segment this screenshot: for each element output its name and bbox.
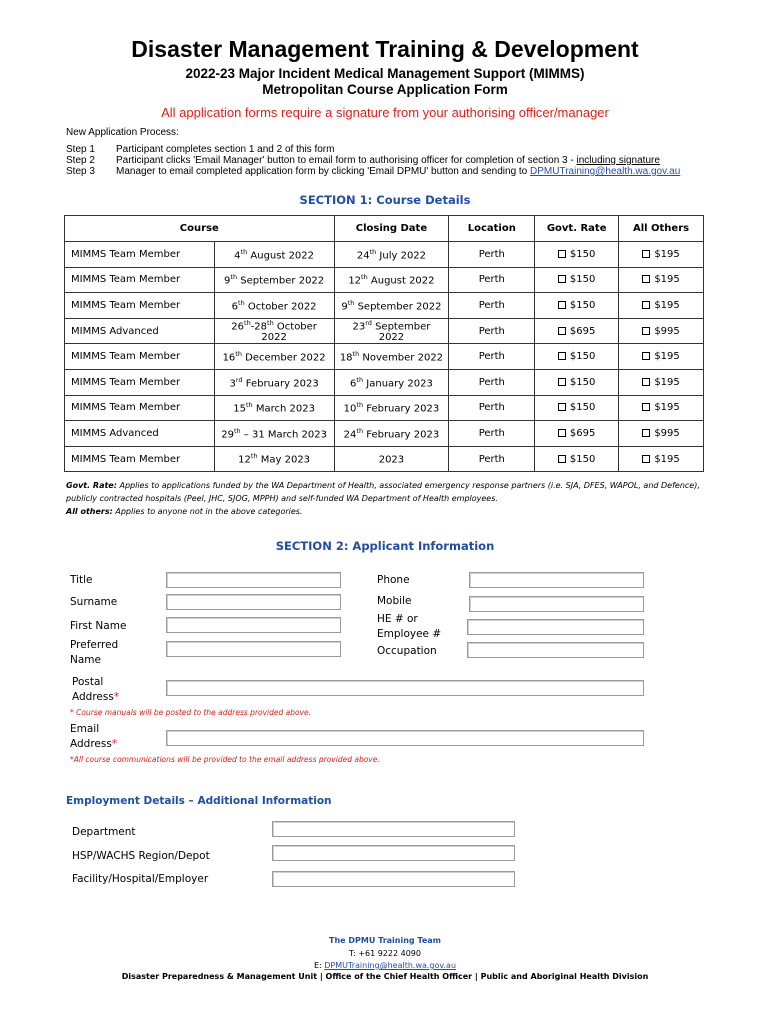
employee-number-label [377,612,441,642]
govt-rate-cell [535,395,619,421]
closing-date-suffix: th [356,401,364,410]
course-name: MIMMS Team Member [65,369,215,395]
closing-date [334,395,449,421]
closing-date-rest: September 2022 [371,321,431,344]
closing-date-day: 12 [348,275,362,287]
preferred-name-label-line1: Preferred [70,639,119,651]
all-others-price: $195 [654,402,680,414]
course-name: MIMMS Team Member [65,267,215,293]
govt-rate-cell [535,446,619,472]
all-others-checkbox[interactable] [642,250,650,258]
govt-rate-checkbox[interactable] [558,327,566,335]
department-field[interactable] [272,821,515,837]
course-dates [214,446,334,472]
closing-date-rest: February 2023 [363,403,440,415]
course-date-suffix: th [244,318,251,327]
closing-date [334,369,449,395]
closing-date-suffix: th [361,273,368,282]
govt-rate-checkbox[interactable] [558,429,566,437]
course-dates [214,344,334,370]
course-dates [214,369,334,395]
all-others-checkbox[interactable] [642,327,650,335]
preferred-name-field[interactable] [166,641,341,657]
preferred-name-label [70,638,118,668]
govt-rate-cell [535,344,619,370]
step-number: Step 1 [66,144,95,155]
govt-rate-price: $150 [569,274,596,286]
process-step-2 [66,155,766,166]
course-name: MIMMS Team Member [65,395,215,421]
closing-date-suffix: th [369,247,377,256]
location: Perth [449,369,535,395]
postal-address-label [72,675,119,705]
course-name: MIMMS Team Member [65,242,215,268]
table-row [65,242,704,268]
all-others-cell [619,267,704,293]
course-date-day: 6 [231,301,239,313]
employee-number-label-line1: HE # or [377,613,418,625]
first-name-field[interactable] [166,617,341,633]
table-row [65,421,704,447]
govt-rate-price: $695 [569,325,596,337]
facility-label: Facility/Hospital/Employer [72,873,209,885]
footer-team: The DPMU Training Team [329,936,441,945]
all-others-cell [619,395,704,421]
closing-date-day: 10 [343,403,357,415]
closing-date [334,267,449,293]
step-number: Step 2 [66,155,95,166]
employee-number-label-line2: Employee # [377,628,442,640]
process-step-1 [66,144,766,155]
govt-rate-price: $150 [569,453,596,465]
all-others-note-text: Applies to anyone not in the above categories. [112,507,303,516]
occupation-field[interactable] [467,642,644,658]
step-text: Participant clicks 'Email Manager' button to email form to authorising officer for completion of section 3 - [116,155,577,166]
section2-heading: SECTION 2: Applicant Information [275,539,495,553]
all-others-price: $195 [654,453,680,465]
closing-date-suffix: th [356,375,364,384]
govt-rate-checkbox[interactable] [558,301,566,309]
region-label: HSP/WACHS Region/Depot [72,850,210,862]
course-name: MIMMS Team Member [65,446,215,472]
postal-address-field[interactable] [166,680,644,696]
course-date-day: 26 [231,321,245,333]
all-others-cell [619,318,704,344]
all-others-checkbox[interactable] [642,429,650,437]
step-number: Step 3 [66,166,95,177]
step-text: Participant completes section 1 and 2 of this form [116,144,335,155]
course-dates [214,293,334,319]
closing-date-day: 9 [341,301,348,313]
course-date-suffix: th [233,426,241,435]
closing-date-suffix: th [352,350,360,358]
closing-date-suffix: rd [365,318,372,327]
required-marker: * [113,691,120,703]
course-date-day: 4 [234,249,241,261]
closing-date-rest: 2023 [378,454,405,466]
table-header-row [65,216,704,242]
course-date-suffix: th [245,401,253,410]
closing-date [334,242,449,268]
govt-rate-price: $150 [569,351,596,363]
all-others-cell [619,421,704,447]
process-label: New Application Process: [66,127,179,138]
col-closing-date: Closing Date [334,216,449,242]
email-address-hint: *All course communications will be provided to the email address provided above. [70,755,380,764]
all-others-price: $195 [654,248,680,260]
email-address-label-text: Address [70,738,112,750]
course-date-rest: December 2022 [241,352,326,364]
all-others-price: $195 [654,376,680,388]
govt-rate-cell [535,318,619,344]
mobile-field[interactable] [469,596,644,612]
table-row [65,395,704,421]
postal-address-label-line2 [72,690,119,705]
occupation-label: Occupation [377,645,437,657]
all-others-checkbox[interactable] [642,275,650,283]
col-location: Location [449,216,535,242]
closing-date-day: 24 [343,429,357,441]
all-others-cell [619,242,704,268]
location: Perth [449,267,535,293]
govt-rate-cell [535,267,619,293]
title-label: Title [70,574,93,586]
step-underlined-text: including signature [576,155,660,166]
first-name-label: First Name [70,620,127,632]
course-date-rest: March 2023 [252,403,315,415]
course-table [64,215,704,472]
employment-heading: Employment Details – Additional Information [66,795,332,807]
govt-rate-cell [535,293,619,319]
course-date-rest: October 2022 [244,301,317,313]
phone-label: Phone [377,574,410,586]
table-row [65,267,704,293]
location: Perth [449,395,535,421]
all-others-note-label: All others: [66,507,113,516]
all-others-checkbox[interactable] [642,403,650,411]
table-row [65,293,704,319]
govt-rate-checkbox[interactable] [558,403,566,411]
course-date-suffix: th [250,452,258,461]
closing-date-rest: August 2022 [367,275,435,287]
govt-rate-cell [535,242,619,268]
all-others-checkbox[interactable] [642,455,650,463]
all-others-cell [619,446,704,472]
closing-date [334,344,449,370]
surname-field[interactable] [166,594,341,610]
course-date-day: 29 [221,429,234,441]
employee-number-field[interactable] [467,619,644,635]
location: Perth [449,242,535,268]
course-date-suffix: th [267,318,274,327]
table-row [65,369,704,395]
govt-rate-price: $150 [569,376,596,388]
course-date-rest: October 2022 [261,321,317,344]
govt-rate-price: $150 [569,402,596,414]
location: Perth [449,344,535,370]
closing-date-rest: February 2023 [363,429,440,441]
footer-phone: T: +61 9222 4090 [349,949,421,958]
email-address-field[interactable] [166,730,644,746]
course-date-suffix: th [240,247,248,256]
location: Perth [449,293,535,319]
course-date-suffix: th [235,350,242,358]
course-date-suffix: rd [235,375,243,384]
required-marker: * [111,738,118,750]
all-others-checkbox[interactable] [642,301,650,309]
course-dates [214,267,334,293]
course-date-rest: August 2022 [247,249,315,261]
email-address-label-line1: Email [70,723,100,735]
all-others-price: $195 [654,274,680,286]
department-label: Department [72,826,136,838]
location: Perth [449,421,535,447]
footer-email [0,961,770,970]
all-others-price: $195 [654,299,680,311]
closing-date-rest: November 2022 [359,352,444,364]
course-date-suffix: th [238,298,245,307]
rate-notes [66,479,706,518]
govt-rate-cell [535,369,619,395]
email-address-label [70,722,117,752]
footer-unit: Disaster Preparedness & Management Unit | Office of the Chief Health Officer | Public and Aboriginal Health Division [121,972,649,981]
surname-label: Surname [70,596,118,608]
title-field[interactable] [166,572,341,588]
course-date-rest: -28 [250,321,268,333]
form-name: Metropolitan Course Application Form [262,82,508,97]
signature-notice: All application forms require a signature from your authorising officer/manager [161,105,609,120]
course-date-day: 9 [224,275,231,287]
all-others-price: $995 [654,427,680,439]
course-date-rest: September 2022 [237,275,325,287]
closing-date-day: 24 [356,249,370,261]
course-name: MIMMS Team Member [65,344,215,370]
govt-rate-cell [535,421,619,447]
closing-date-rest: January 2023 [363,377,433,389]
course-dates [214,242,334,268]
govt-rate-checkbox[interactable] [558,275,566,283]
all-others-cell [619,344,704,370]
govt-rate-price: $150 [569,299,596,311]
closing-date [334,318,449,344]
course-name: MIMMS Advanced [65,318,215,344]
table-row [65,344,704,370]
course-date-rest: – 31 March 2023 [240,429,327,441]
course-dates [214,318,334,344]
closing-date-rest: September 2022 [354,301,442,313]
course-date-day: 16 [222,352,236,364]
facility-field[interactable] [272,871,515,887]
govt-rate-checkbox[interactable] [558,250,566,258]
govt-rate-note [66,479,706,505]
footer-email-link[interactable]: DPMUTraining@health.wa.gov.au [324,961,457,970]
course-name: MIMMS Team Member [65,293,215,319]
govt-rate-checkbox[interactable] [558,455,566,463]
table-row [65,318,704,344]
course-date-rest: February 2023 [242,377,319,389]
course-date-day: 3 [229,377,236,389]
col-all-others: All Others [619,216,704,242]
all-others-checkbox[interactable] [642,378,650,386]
mobile-label: Mobile [377,595,412,607]
closing-date [334,293,449,319]
govt-rate-checkbox[interactable] [558,352,566,360]
closing-date-suffix: th [347,298,355,307]
closing-date-day: 23 [352,321,366,333]
all-others-note [66,505,706,518]
email-address-label-line2 [70,737,117,752]
govt-rate-note-label: Govt. Rate: [66,481,117,490]
course-date-suffix: th [230,273,238,282]
course-dates [214,395,334,421]
region-field[interactable] [272,845,515,861]
dpmu-email-link[interactable]: DPMUTraining@health.wa.gov.au [530,166,681,177]
table-row [65,446,704,472]
all-others-cell [619,369,704,395]
phone-field[interactable] [469,572,644,588]
closing-date-suffix: th [356,426,364,435]
govt-rate-checkbox[interactable] [558,378,566,386]
closing-date-day: 6 [350,377,357,389]
all-others-price: $995 [654,325,680,337]
closing-date [334,421,449,447]
location: Perth [449,318,535,344]
location: Perth [449,446,535,472]
all-others-checkbox[interactable] [642,352,650,360]
step-text: Manager to email completed application form by clicking 'Email DPMU' button and sending to [116,166,531,177]
footer-email-prefix: E: [313,961,325,970]
col-course: Course [65,216,335,242]
all-others-price: $195 [654,351,680,363]
document-subtitle: 2022-23 Major Incident Medical Management Support (MIMMS) [185,66,585,81]
col-govt-rate: Govt. Rate [535,216,619,242]
govt-rate-price: $150 [569,248,596,260]
closing-date-rest: July 2022 [376,249,427,261]
document-title: Disaster Management Training & Development [131,36,639,62]
postal-address-hint: * Course manuals will be posted to the address provided above. [70,708,312,717]
course-dates [214,421,334,447]
section1-heading: SECTION 1: Course Details [299,193,471,207]
preferred-name-label-line2: Name [70,654,101,666]
course-date-day: 12 [238,454,251,466]
process-step-3 [66,166,766,177]
govt-rate-price: $695 [569,427,596,439]
govt-rate-note-text: Applies to applications funded by the WA Department of Health, associated emergency response partners (i.e. SJA, DFES, WAPOL, and Defence), publicly contracted hospitals (Peel, JHC, SJOG, MPPH) and self-funded WA Department of Health employees. [66,481,700,503]
postal-address-label-text: Address [72,691,114,703]
course-name: MIMMS Advanced [65,421,215,447]
postal-address-label-line1: Postal [72,676,104,688]
course-date-day: 15 [233,403,246,415]
all-others-cell [619,293,704,319]
closing-date [334,446,449,472]
course-date-rest: May 2023 [257,454,311,466]
closing-date-day: 18 [339,352,353,364]
